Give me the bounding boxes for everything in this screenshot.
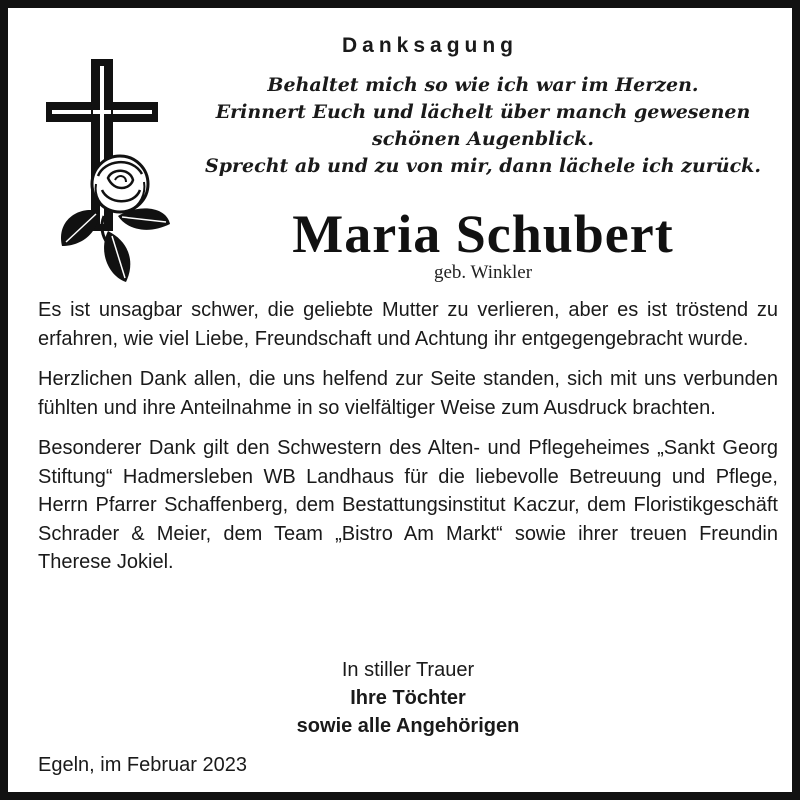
deceased-name: Maria Schubert [292,204,674,264]
poem-line: schönen Augenblick. [372,128,594,150]
paragraph: Es ist unsagbar schwer, die geliebte Mutter zu verlieren, aber es ist tröstend zu erfahren, wie viel Liebe, Freundschaft und Achtung ihr entgegengebracht wurde. [38,299,778,350]
poem-line: Behaltet mich so wie ich war im Herzen. [267,74,699,96]
daughters-line: Ihre Töchter [350,687,466,709]
place-and-date: Egeln, im Februar 2023 [38,754,248,776]
birth-name: geb. Winkler [433,262,533,283]
paragraph: Besonderer Dank gilt den Schwestern des Alten- und Pflegeheimes „Sankt Georg Stiftung“ Hadmersleben WB Landhaus für die liebevolle Betreuung und Pflege, Herrn Pfarrer Schaffenberg, dem Bestattungsinstitut Kaczur, dem Floristikgeschäft Schrader & Meier, dem Team „Bistro Am Markt“ sowie ihrer treuen Freundin Therese Jokiel. [38,437,778,573]
thank-you-text [38,296,778,589]
mourning-line: In stiller Trauer [341,659,475,681]
poem-line: Erinnert Euch und lächelt über manch gewesenen [215,101,751,123]
signature-block [208,656,608,740]
cross-icon [38,56,178,286]
paragraph: Herzlichen Dank allen, die uns helfend zur Seite standen, sich mit uns verbunden fühlten und ihre Anteilnahme in so vielfältiger Weise zum Ausdruck brachten. [38,368,778,419]
notice-heading: Danksagung [341,34,519,57]
relatives-line: sowie alle Angehörigen [296,715,520,737]
memorial-poem [178,72,788,180]
poem-line: Sprecht ab und zu von mir, dann lächele ich zurück. [205,155,761,177]
cross-and-rose-emblem [38,56,178,286]
rose-icon [61,156,170,282]
